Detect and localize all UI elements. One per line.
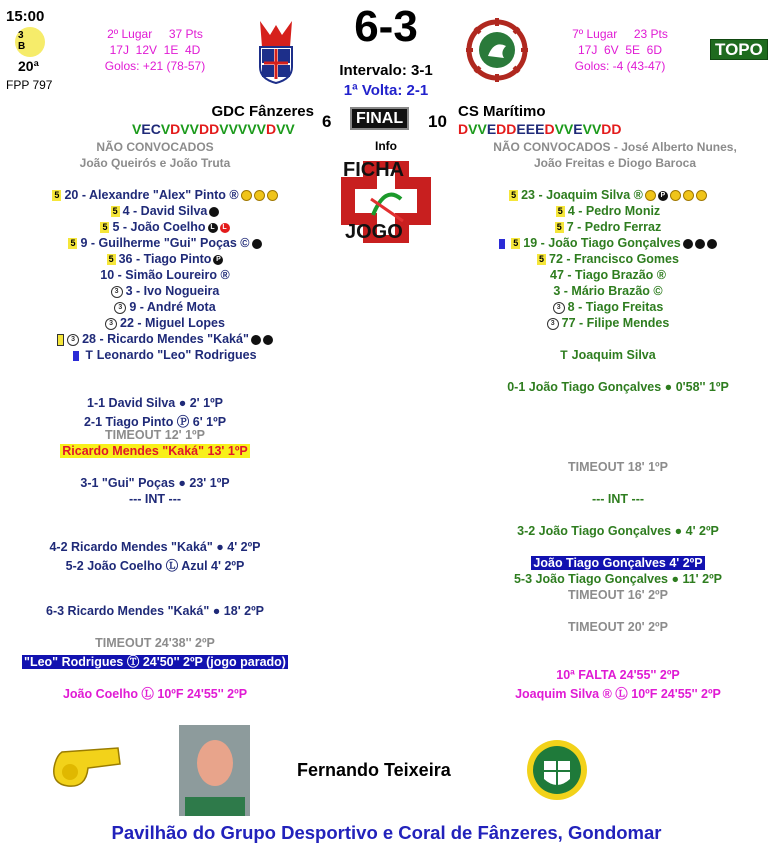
form-letter: V bbox=[591, 121, 602, 137]
topo-button[interactable] bbox=[710, 40, 768, 60]
coach-icon: T bbox=[85, 348, 93, 362]
event-text: João Coelho Ⓛ 10ºF 24'55'' 2ºP bbox=[62, 687, 248, 701]
goal-icon bbox=[263, 335, 273, 345]
home-rank: 2º Lugar 37 Pts bbox=[107, 27, 203, 41]
player-row[interactable] bbox=[20, 203, 310, 219]
event-text: TIMEOUT 16' 2ºP bbox=[568, 588, 668, 602]
round-badge: 3 B bbox=[15, 27, 45, 57]
event-line bbox=[0, 476, 310, 490]
player-name: 72 - Francisco Gomes bbox=[549, 252, 679, 266]
goal-icon bbox=[209, 207, 219, 217]
goal-icon bbox=[695, 239, 705, 249]
event-line bbox=[463, 556, 773, 570]
player-row[interactable] bbox=[458, 267, 758, 283]
player-row[interactable] bbox=[458, 315, 758, 331]
captain-icon bbox=[241, 190, 252, 201]
blue-card-icon bbox=[73, 351, 79, 361]
form-letter: V bbox=[477, 121, 487, 137]
form-letter: V bbox=[247, 121, 257, 137]
player-name: Leonardo "Leo" Rodrigues bbox=[96, 348, 257, 362]
event-line bbox=[0, 684, 310, 702]
event-text: João Tiago Gonçalves 4' 2ºP bbox=[533, 556, 703, 570]
referee-name: Fernando Teixeira bbox=[297, 760, 451, 780]
event-line bbox=[0, 444, 310, 458]
round-position: 20ª bbox=[18, 58, 39, 74]
starter-icon: 5 bbox=[112, 206, 118, 217]
player-name: 36 - Tiago Pinto bbox=[118, 252, 212, 266]
goal-icon bbox=[252, 239, 262, 249]
event-line bbox=[463, 668, 773, 682]
form-letter: V bbox=[132, 121, 142, 137]
event-text: 4-2 Ricardo Mendes "Kaká" ● 4' 2ºP bbox=[49, 540, 261, 554]
player-row[interactable] bbox=[458, 203, 758, 219]
goal-icon bbox=[707, 239, 717, 249]
starter-icon: 5 bbox=[557, 206, 563, 217]
coach-icon: T bbox=[560, 348, 568, 362]
player-name: 5 - João Coelho bbox=[112, 220, 206, 234]
home-form bbox=[132, 121, 295, 137]
referee-photo[interactable] bbox=[179, 725, 250, 816]
event-text: 6-3 Ricardo Mendes "Kaká" ● 18' 2ºP bbox=[46, 604, 264, 618]
event-text: 10ª FALTA 24'55'' 2ºP bbox=[556, 668, 680, 682]
final-score: 6-3 bbox=[354, 2, 418, 51]
home-stats bbox=[80, 26, 230, 74]
player-name: 28 - Ricardo Mendes "Kaká" bbox=[82, 332, 249, 346]
form-letter: D bbox=[198, 121, 210, 137]
starter-icon: 5 bbox=[102, 222, 108, 233]
penalty-icon: P bbox=[213, 255, 223, 265]
away-number: 10 bbox=[428, 112, 447, 131]
form-letter: D bbox=[170, 121, 181, 137]
player-name: 22 - Miguel Lopes bbox=[120, 316, 225, 330]
halftime-score: Intervalo: 3-1 bbox=[339, 62, 433, 79]
starter-icon: 5 bbox=[539, 254, 545, 265]
form-letter: E bbox=[535, 121, 545, 137]
form-letter: V bbox=[554, 121, 564, 137]
event-line bbox=[0, 428, 310, 442]
substitute-icon: 3 bbox=[547, 318, 559, 330]
home-not-called-names: João Queirós e João Truta bbox=[79, 156, 231, 170]
event-line bbox=[0, 556, 310, 574]
event-line bbox=[463, 572, 773, 586]
form-letter: V bbox=[468, 121, 478, 137]
away-stats bbox=[545, 26, 695, 74]
event-text: TIMEOUT 24'38'' 2ºP bbox=[95, 636, 215, 650]
form-letter: D bbox=[458, 121, 469, 137]
goal-icon bbox=[683, 239, 693, 249]
form-letter: V bbox=[276, 121, 286, 137]
form-letter: V bbox=[219, 121, 229, 137]
player-name: 7 - Pedro Ferraz bbox=[566, 220, 662, 234]
starter-icon: 5 bbox=[70, 238, 76, 249]
ficha-label: FICHA bbox=[343, 159, 405, 181]
player-row[interactable] bbox=[458, 347, 758, 363]
event-text: TIMEOUT 18' 1ºP bbox=[568, 460, 668, 474]
form-letter: E bbox=[573, 121, 583, 137]
player-name: 77 - Filipe Mendes bbox=[561, 316, 670, 330]
player-name: 9 - Guilherme "Gui" Poças © bbox=[80, 236, 250, 250]
event-line bbox=[463, 588, 773, 602]
event-text: 0-1 João Tiago Gonçalves ● 0'58'' 1ºP bbox=[507, 380, 729, 394]
form-letter: D bbox=[601, 121, 612, 137]
player-row[interactable] bbox=[20, 315, 310, 331]
player-row[interactable] bbox=[458, 235, 758, 251]
substitute-icon: 3 bbox=[105, 318, 117, 330]
starter-icon: 5 bbox=[108, 254, 114, 265]
away-not-called bbox=[470, 139, 760, 171]
form-letter: D bbox=[506, 121, 517, 137]
event-text: Joaquim Silva ® Ⓛ 10ºF 24'55'' 2ºP bbox=[515, 687, 721, 701]
captain-icon bbox=[670, 190, 681, 201]
referee-avatar bbox=[179, 725, 250, 816]
player-row[interactable] bbox=[20, 187, 310, 203]
player-row[interactable] bbox=[458, 299, 758, 315]
form-letter: V bbox=[237, 121, 248, 137]
away-form bbox=[458, 121, 622, 137]
captain-icon bbox=[696, 190, 707, 201]
form-letter: V bbox=[160, 121, 171, 137]
home-not-called-title: NÃO CONVOCADOS bbox=[96, 140, 214, 154]
form-letter: E bbox=[525, 121, 536, 137]
jogo-label: JOGO bbox=[345, 221, 403, 243]
form-letter: E bbox=[486, 121, 497, 137]
player-name: 19 - João Tiago Gonçalves bbox=[523, 236, 681, 250]
penalty-icon: P bbox=[658, 191, 668, 201]
player-name: 3 - Ivo Nogueira bbox=[125, 284, 220, 298]
info-link[interactable]: Info bbox=[375, 139, 397, 153]
player-name: 8 - Tiago Freitas bbox=[567, 300, 664, 314]
form-letter: V bbox=[256, 121, 266, 137]
event-line bbox=[463, 524, 773, 538]
event-line bbox=[463, 380, 773, 394]
event-text: TIMEOUT 20' 2ºP bbox=[568, 620, 668, 634]
player-row[interactable] bbox=[458, 251, 758, 267]
form-letter: V bbox=[582, 121, 592, 137]
player-row[interactable] bbox=[20, 299, 310, 315]
form-letter: V bbox=[189, 121, 199, 137]
player-row[interactable] bbox=[20, 267, 310, 283]
topo-label: TOPO bbox=[710, 39, 768, 60]
first-leg-score: 1ª Volta: 2-1 bbox=[343, 82, 429, 99]
player-name: 3 - Mário Brazão © bbox=[553, 284, 663, 298]
starter-icon: 5 bbox=[513, 238, 519, 249]
form-letter: E bbox=[141, 121, 151, 137]
event-text: 2-1 Tiago Pinto Ⓟ 6' 1ºP bbox=[83, 415, 227, 429]
player-name: 23 - Joaquim Silva ® bbox=[521, 188, 643, 202]
away-rank: 7º Lugar 23 Pts bbox=[572, 27, 668, 41]
player-row[interactable] bbox=[458, 283, 758, 299]
substitute-icon: 3 bbox=[114, 302, 126, 314]
whistle-icon bbox=[48, 742, 128, 792]
captain-icon bbox=[683, 190, 694, 201]
form-letter: V bbox=[228, 121, 238, 137]
home-record: 17J 12V 1E 4D bbox=[109, 43, 201, 57]
player-name: 4 - David Silva bbox=[122, 204, 208, 218]
player-name: Joaquim Silva bbox=[571, 348, 656, 362]
form-letter: V bbox=[180, 121, 190, 137]
away-record: 17J 6V 5E 6D bbox=[577, 43, 663, 57]
event-text: "Leo" Rodrigues Ⓣ 24'50'' 2ºP (jogo parado) bbox=[24, 655, 286, 669]
event-text: --- INT --- bbox=[591, 492, 645, 506]
event-text: 3-1 "Gui" Poças ● 23' 1ºP bbox=[80, 476, 230, 490]
player-row[interactable] bbox=[20, 331, 310, 347]
association-crest-icon[interactable] bbox=[526, 739, 588, 801]
event-line bbox=[0, 636, 310, 650]
player-row[interactable] bbox=[20, 235, 310, 251]
blue-card-icon bbox=[499, 239, 505, 249]
form-letter: E bbox=[516, 121, 526, 137]
starter-icon: 5 bbox=[556, 222, 562, 233]
event-text: 5-3 João Tiago Gonçalves ● 11' 2ºP bbox=[513, 572, 722, 586]
player-name: 10 - Simão Loureiro ® bbox=[100, 268, 230, 282]
player-row[interactable] bbox=[20, 219, 310, 235]
form-letter: D bbox=[265, 121, 277, 137]
event-line bbox=[0, 604, 310, 618]
final-status bbox=[350, 110, 409, 128]
form-letter: D bbox=[611, 121, 622, 137]
player-name: 20 - Alexandre "Alex" Pinto ® bbox=[64, 188, 239, 202]
player-name: 4 - Pedro Moniz bbox=[567, 204, 661, 218]
player-name: 47 - Tiago Brazão ® bbox=[550, 268, 666, 282]
event-line bbox=[0, 652, 310, 670]
lost-ball-icon: L bbox=[208, 223, 218, 233]
player-row[interactable] bbox=[20, 347, 310, 363]
substitute-icon: 3 bbox=[67, 334, 79, 346]
player-row[interactable] bbox=[20, 283, 310, 299]
event-line bbox=[0, 540, 310, 554]
away-lineup bbox=[458, 187, 758, 363]
event-text: 5-2 João Coelho Ⓛ Azul 4' 2ºP bbox=[65, 559, 245, 573]
captain-icon bbox=[267, 190, 278, 201]
player-row[interactable] bbox=[20, 251, 310, 267]
substitute-icon: 3 bbox=[111, 286, 123, 298]
venue: Pavilhão do Grupo Desportivo e Coral de Fânzeres, Gondomar bbox=[111, 822, 662, 843]
away-crest-icon[interactable] bbox=[466, 18, 528, 82]
event-line bbox=[463, 460, 773, 474]
away-not-called-title: NÃO CONVOCADOS - José Alberto Nunes, bbox=[493, 140, 737, 154]
form-letter: V bbox=[285, 121, 295, 137]
form-letter: D bbox=[209, 121, 220, 137]
event-text: 1-1 David Silva ● 2' 1ºP bbox=[87, 396, 223, 410]
captain-icon bbox=[254, 190, 265, 201]
substitute-icon: 3 bbox=[553, 302, 565, 314]
home-team-name[interactable]: GDC Fânzeres bbox=[211, 103, 314, 120]
away-not-called-names: João Freitas e Diogo Baroca bbox=[533, 156, 697, 170]
event-text: TIMEOUT 12' 1ºP bbox=[105, 428, 205, 442]
player-row[interactable] bbox=[458, 219, 758, 235]
red-foul-icon: L bbox=[220, 223, 230, 233]
event-line bbox=[463, 492, 773, 506]
match-time: 15:00 bbox=[6, 8, 45, 25]
player-name: 9 - André Mota bbox=[129, 300, 216, 314]
captain-icon bbox=[645, 190, 656, 201]
away-goals: Golos: -4 (43-47) bbox=[574, 59, 666, 73]
event-text: --- INT --- bbox=[128, 492, 182, 506]
home-crest-icon[interactable] bbox=[248, 17, 306, 85]
home-number: 6 bbox=[322, 112, 332, 131]
away-team-name[interactable]: CS Marítimo bbox=[458, 103, 546, 120]
starter-icon: 5 bbox=[511, 190, 517, 201]
form-letter: D bbox=[496, 121, 507, 137]
ficha-jogo-logo[interactable] bbox=[333, 155, 439, 247]
form-letter: V bbox=[563, 121, 574, 137]
event-line bbox=[0, 492, 310, 506]
final-label: FINAL bbox=[350, 107, 409, 130]
player-row[interactable] bbox=[458, 331, 758, 347]
event-line bbox=[0, 396, 310, 410]
home-lineup bbox=[20, 187, 310, 363]
event-line bbox=[463, 620, 773, 634]
goal-icon bbox=[251, 335, 261, 345]
event-text: Ricardo Mendes "Kaká" 13' 1ºP bbox=[62, 444, 248, 458]
form-letter: C bbox=[150, 121, 161, 137]
event-line bbox=[463, 684, 773, 702]
form-letter: D bbox=[544, 121, 555, 137]
fpp-code: FPP 797 bbox=[6, 78, 53, 92]
yellow-card-icon bbox=[57, 334, 64, 346]
home-goals: Golos: +21 (78-57) bbox=[104, 59, 206, 73]
home-not-called bbox=[40, 139, 270, 171]
event-text: 3-2 João Tiago Gonçalves ● 4' 2ºP bbox=[517, 524, 719, 538]
starter-icon: 5 bbox=[54, 190, 60, 201]
player-row[interactable] bbox=[458, 187, 758, 203]
